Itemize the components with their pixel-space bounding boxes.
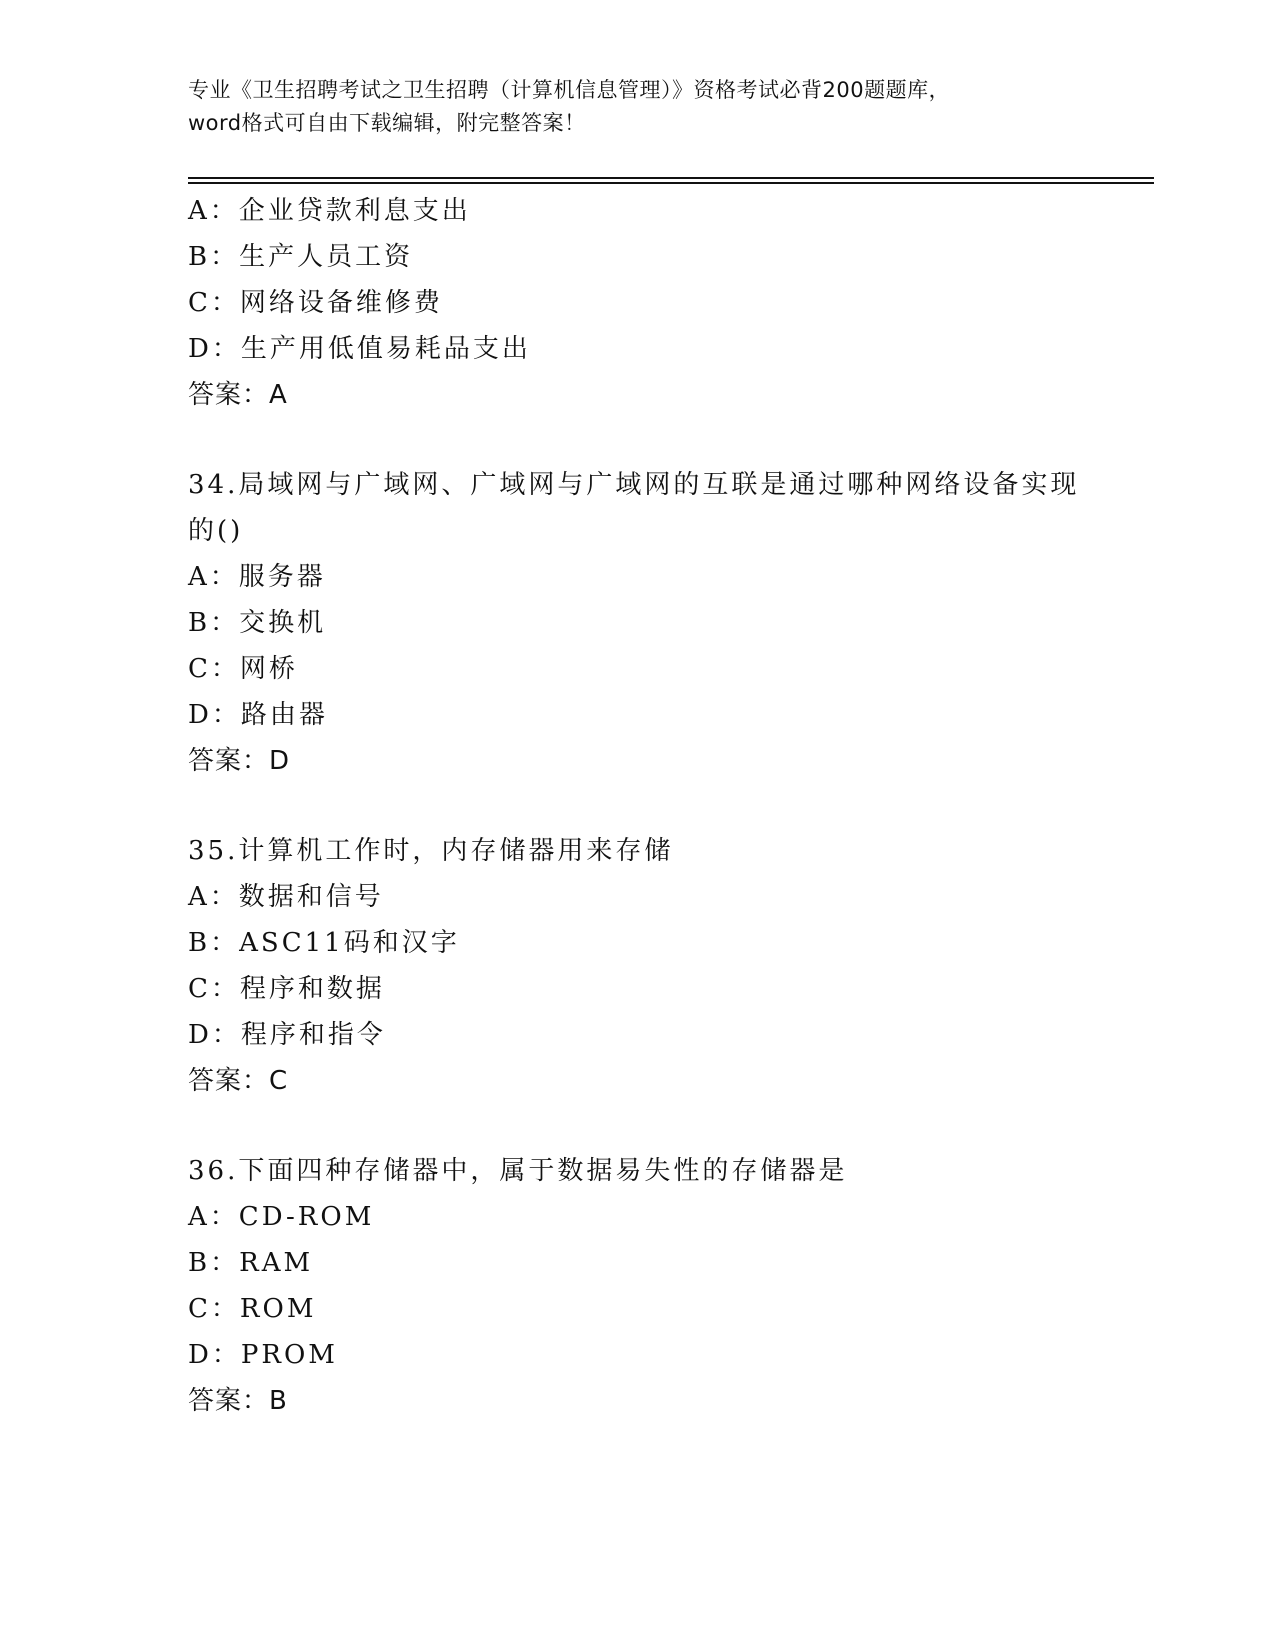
option-b xyxy=(188,920,1088,966)
option-b xyxy=(188,600,1088,646)
question-number: 34 . xyxy=(188,470,238,500)
question-34 xyxy=(188,462,1088,784)
option-a xyxy=(188,188,1088,234)
answer-line xyxy=(188,372,1088,418)
answer-line xyxy=(188,1058,1088,1104)
option-text: 程序和数据 xyxy=(239,974,385,1004)
option-key: C ： xyxy=(188,1294,240,1324)
question-text: 的() xyxy=(188,516,244,546)
option-key: B ： xyxy=(188,608,239,638)
option-d xyxy=(188,1012,1088,1058)
option-key: A ： xyxy=(188,1202,239,1232)
question-text: 计算机工作时，内存储器用来存储 xyxy=(238,836,674,866)
question-number: 36 . xyxy=(188,1156,238,1186)
option-key: C ： xyxy=(188,288,240,318)
answer-label: 答案 ： xyxy=(188,1386,269,1416)
option-text: 数据和信号 xyxy=(238,882,384,912)
option-a xyxy=(188,554,1088,600)
question-36 xyxy=(188,1148,1088,1424)
option-text: 程序和指令 xyxy=(240,1020,386,1050)
option-key: A ： xyxy=(188,562,239,592)
option-text: 服务器 xyxy=(238,562,326,592)
answer-value: C xyxy=(269,1066,289,1096)
option-text: PROM xyxy=(240,1340,338,1370)
option-d xyxy=(188,326,1088,372)
option-key: B ： xyxy=(188,928,239,958)
option-key: D ： xyxy=(188,1020,241,1050)
question-spacer xyxy=(188,784,1088,828)
option-key: D ： xyxy=(188,700,241,730)
option-text: 生产用低值易耗品支出 xyxy=(240,334,531,364)
option-key: D ： xyxy=(188,334,241,364)
question-spacer xyxy=(188,418,1088,462)
question-stem xyxy=(188,828,1088,874)
option-text: ASC11码和汉字 xyxy=(239,928,460,958)
option-key: A ： xyxy=(188,196,239,226)
answer-line xyxy=(188,1378,1088,1424)
answer-value: A xyxy=(269,380,288,410)
question-text: 下面四种存储器中，属于数据易失性的存储器是 xyxy=(238,1156,848,1186)
answer-label: 答案 ： xyxy=(188,1066,269,1096)
question-stem-continued xyxy=(188,508,1088,554)
option-text: 交换机 xyxy=(239,608,327,638)
option-key: B ： xyxy=(188,242,239,272)
option-c xyxy=(188,280,1088,326)
option-text: CD-ROM xyxy=(238,1202,375,1232)
question-stem xyxy=(188,1148,1088,1194)
option-key: C ： xyxy=(188,654,240,684)
answer-value: D xyxy=(269,746,291,776)
option-text: 企业贷款利息支出 xyxy=(238,196,471,226)
option-key: C ： xyxy=(188,974,240,1004)
header-line-2: word格式可自由下载编辑，附完整答案！ xyxy=(188,111,586,135)
option-text: RAM xyxy=(239,1248,314,1278)
answer-label: 答案 ： xyxy=(188,746,269,776)
question-spacer xyxy=(188,1104,1088,1148)
question-stem xyxy=(188,462,1088,508)
option-text: 生产人员工资 xyxy=(239,242,414,272)
header-divider-bottom xyxy=(188,182,1154,184)
header-line-1: 专业《卫生招聘考试之卫生招聘（计算机信息管理）》资格考试必背200题题库， xyxy=(188,78,951,102)
question-partial xyxy=(188,188,1088,418)
document-header xyxy=(188,74,1088,140)
option-text: 网络设备维修费 xyxy=(239,288,443,318)
question-text: 局域网与广域网、广域网与广域网的互联是通过哪种网络设备实现 xyxy=(238,470,1080,500)
question-35 xyxy=(188,828,1088,1104)
answer-label: 答案 ： xyxy=(188,380,269,410)
option-key: D ： xyxy=(188,1340,241,1370)
option-text: ROM xyxy=(239,1294,317,1324)
answer-line xyxy=(188,738,1088,784)
option-b xyxy=(188,1240,1088,1286)
option-text: 网桥 xyxy=(239,654,298,684)
question-list xyxy=(188,188,1088,1424)
option-text: 路由器 xyxy=(240,700,328,730)
option-c xyxy=(188,646,1088,692)
option-a xyxy=(188,874,1088,920)
header-divider-top xyxy=(188,177,1154,179)
option-a xyxy=(188,1194,1088,1240)
option-c xyxy=(188,966,1088,1012)
option-key: B ： xyxy=(188,1248,239,1278)
option-key: A ： xyxy=(188,882,239,912)
question-number: 35 . xyxy=(188,836,238,866)
option-c xyxy=(188,1286,1088,1332)
option-b xyxy=(188,234,1088,280)
option-d xyxy=(188,692,1088,738)
option-d xyxy=(188,1332,1088,1378)
answer-value: B xyxy=(269,1386,288,1416)
